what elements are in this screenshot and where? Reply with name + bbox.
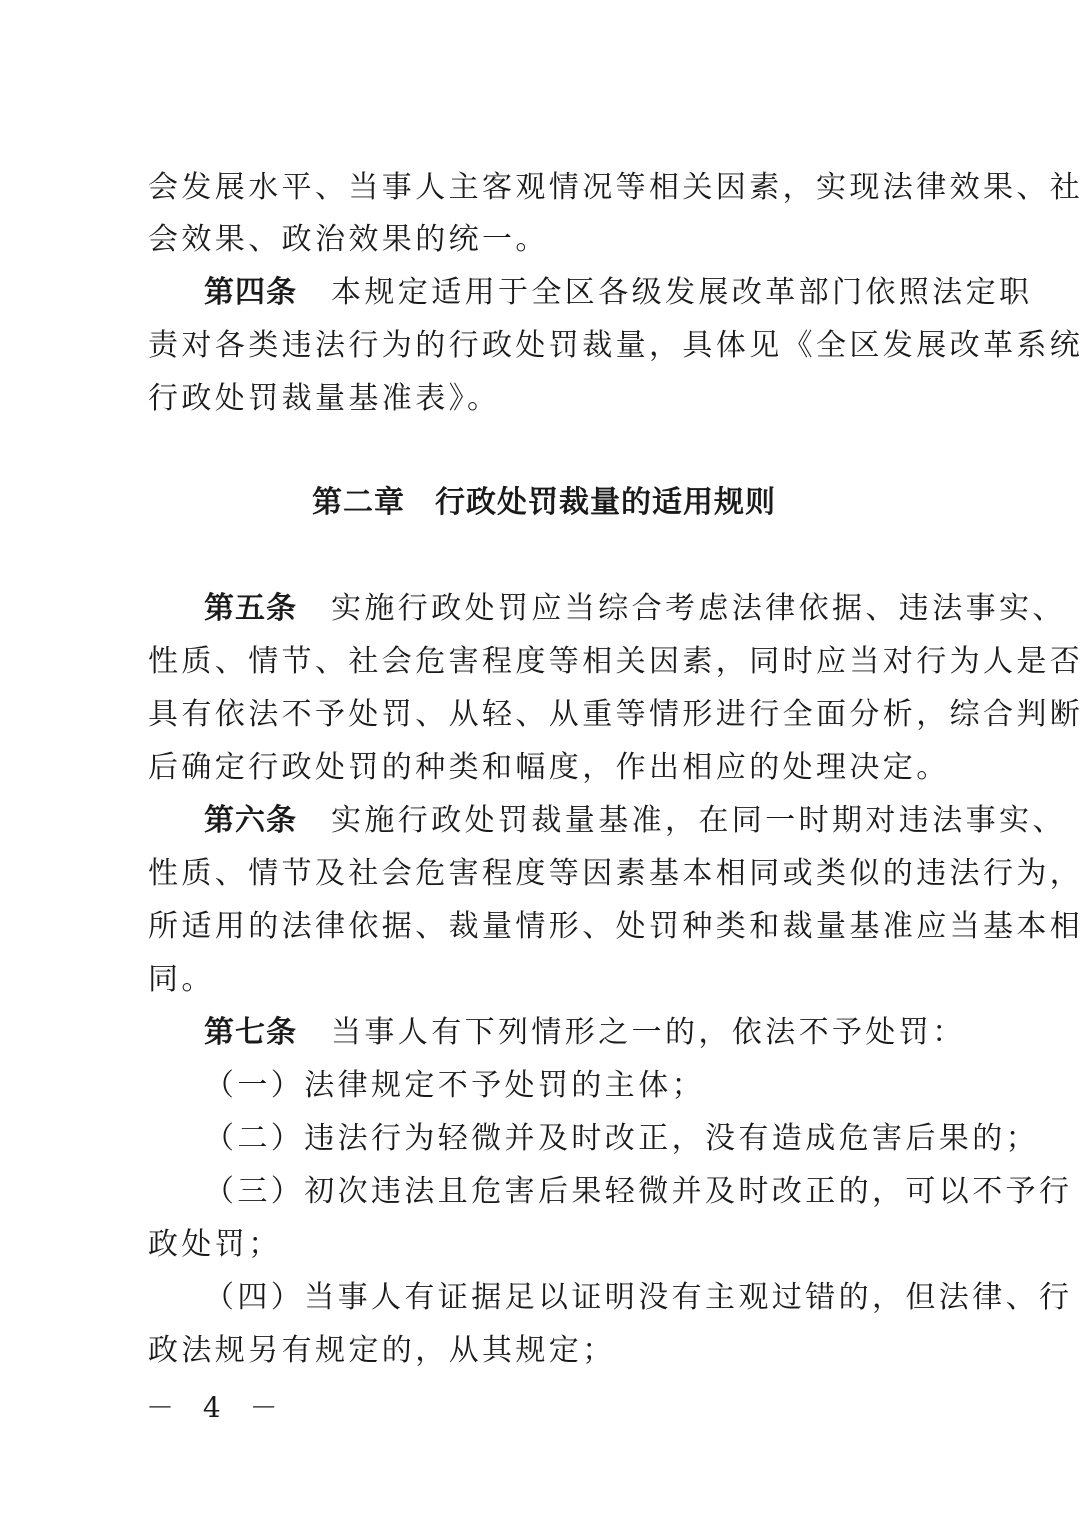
article-4-first-line <box>204 273 1032 313</box>
paragraph-line: 性质、情节及社会危害程度等因素基本相同或类似的违法行为， <box>148 856 1084 891</box>
article-6-first-line <box>204 801 1066 841</box>
paragraph-line: 会效果、政治效果的统一。 <box>148 222 549 257</box>
article-5-text: 实施行政处罚应当综合考虑法律依据、违法事实、 <box>331 591 1066 626</box>
list-item: （二）违法行为轻微并及时改正，没有造成危害后果的； <box>204 1121 1039 1156</box>
chapter-number: 第二章 <box>312 485 405 520</box>
paragraph-line: 同。 <box>148 962 215 997</box>
article-6-label: 第六条 <box>204 803 297 838</box>
list-item: （四）当事人有证据足以证明没有主观过错的，但法律、行 <box>204 1280 1073 1315</box>
paragraph-line: 具有依法不予处罚、从轻、从重等情形进行全面分析，综合判断 <box>148 697 1084 732</box>
article-4-text: 本规定适用于全区各级发展改革部门依照法定职 <box>331 275 1033 310</box>
list-item: （一）法律规定不予处罚的主体； <box>204 1068 705 1103</box>
article-7-intro: 当事人有下列情形之一的，依法不予处罚： <box>331 1015 966 1050</box>
article-5-first-line <box>204 589 1066 629</box>
page-number: － 4 － <box>146 1391 288 1424</box>
paragraph-line: 性质、情节、社会危害程度等相关因素，同时应当对行为人是否 <box>148 644 1084 679</box>
paragraph-line: 责对各类违法行为的行政处罚裁量，具体见《全区发展改革系统 <box>148 328 1084 363</box>
paragraph-line: 后确定行政处罚的种类和幅度，作出相应的处理决定。 <box>148 750 950 785</box>
article-6-text: 实施行政处罚裁量基准，在同一时期对违法事实、 <box>331 803 1066 838</box>
list-item: （三）初次违法且危害后果轻微并及时改正的，可以不予行 <box>204 1174 1073 1209</box>
chapter-heading <box>0 483 1088 523</box>
article-4-label: 第四条 <box>204 275 297 310</box>
article-5-label: 第五条 <box>204 591 297 626</box>
list-item-continuation: 政法规另有规定的，从其规定； <box>148 1333 616 1368</box>
paragraph-line: 所适用的法律依据、裁量情形、处罚种类和裁量基准应当基本相 <box>148 909 1084 944</box>
chapter-title: 行政处罚裁量的适用规则 <box>435 485 776 520</box>
article-7-label: 第七条 <box>204 1015 297 1050</box>
article-7-first-line <box>204 1013 966 1053</box>
paragraph-line: 行政处罚裁量基准表》。 <box>148 381 501 416</box>
paragraph-line: 会发展水平、当事人主客观情况等相关因素，实现法律效果、社 <box>148 170 1084 205</box>
list-item-continuation: 政处罚； <box>148 1227 282 1262</box>
